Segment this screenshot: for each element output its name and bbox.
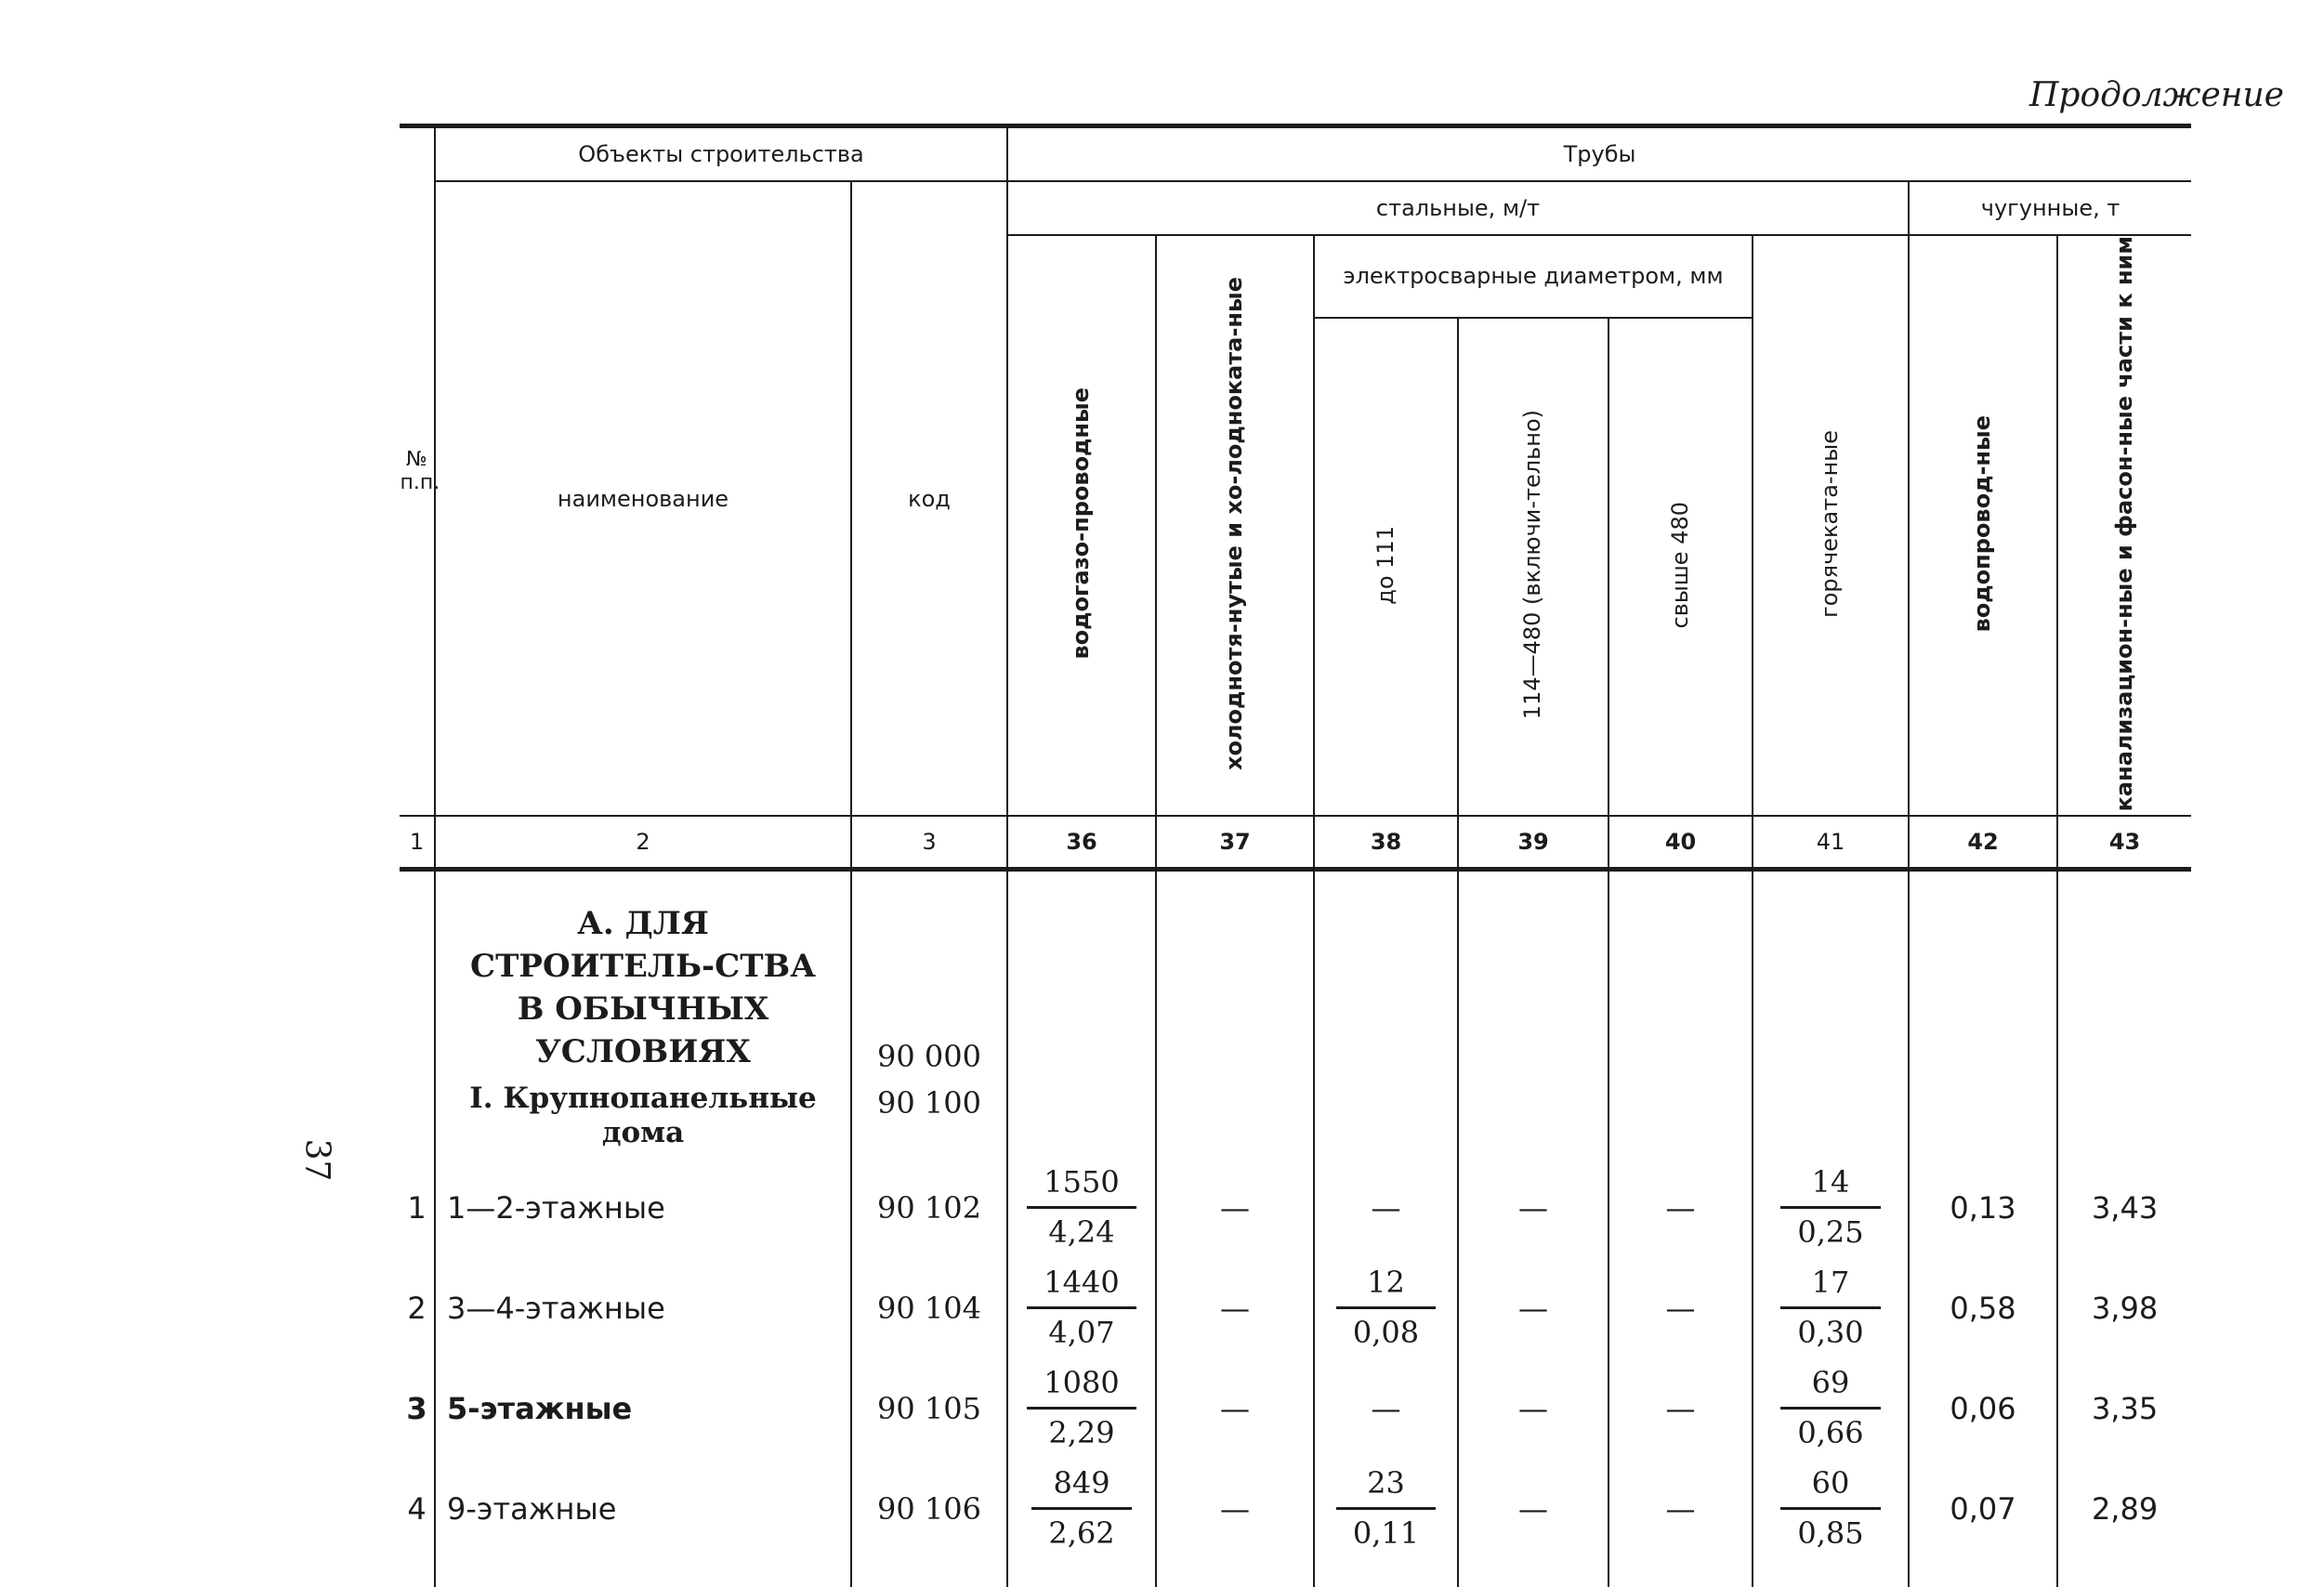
- value-fraction: $\frac{69}{0,66}$: [1780, 1363, 1880, 1453]
- header-col-38: до 111: [1314, 318, 1458, 817]
- subsection-title: I. Крупнопанельные дома: [469, 1081, 817, 1149]
- value-cell: 3,35: [2091, 1390, 2159, 1426]
- row-code: 90 102: [851, 1158, 1007, 1258]
- header-electro: электросварные диаметром, мм: [1314, 235, 1753, 318]
- header-col-39: 114—480 (включи-тельно): [1458, 318, 1608, 817]
- value-cell: 0,13: [1909, 1158, 2057, 1258]
- row-name: 3—4-этажные: [435, 1258, 851, 1358]
- page-number: 37: [297, 1138, 336, 1182]
- value-dash: —: [1156, 1459, 1314, 1559]
- header-row-number: № п.п.: [400, 126, 435, 817]
- column-number: 3: [851, 816, 1007, 870]
- value-fraction: $\frac{1440}{4,07}$: [1027, 1263, 1136, 1353]
- row-code: 90 105: [851, 1358, 1007, 1459]
- value-dash: —: [1156, 1258, 1314, 1358]
- value-cell: 0,07: [1909, 1459, 2057, 1559]
- header-code: код: [851, 181, 1007, 816]
- row-number: 1: [400, 1158, 435, 1258]
- column-number: 37: [1156, 816, 1314, 870]
- header-col-37: холоднотя-нутые и хо-лоднокатa-ные: [1156, 235, 1314, 816]
- column-number: 39: [1458, 816, 1608, 870]
- value-dash: —: [1608, 1459, 1753, 1559]
- value-dash: —: [1314, 1158, 1458, 1258]
- value-cell: 3,98: [2091, 1290, 2159, 1326]
- column-number: 36: [1007, 816, 1156, 870]
- column-number: 40: [1608, 816, 1753, 870]
- row-number: 4: [400, 1459, 435, 1559]
- section-code: 90 000: [851, 883, 1007, 1074]
- table-row: [400, 1258, 2191, 1358]
- column-number: 43: [2057, 816, 2191, 870]
- value-fraction: $\frac{14}{0,25}$: [1780, 1162, 1880, 1253]
- column-number: 1: [400, 816, 435, 870]
- value-cell: 2,89: [2091, 1490, 2159, 1527]
- value-dash: —: [1458, 1358, 1608, 1459]
- header-col-41: горячеката-ные: [1753, 235, 1909, 816]
- value-dash: —: [1608, 1258, 1753, 1358]
- row-code: 90 106: [851, 1459, 1007, 1559]
- value-cell: 3,43: [2091, 1189, 2159, 1226]
- value-dash: —: [1458, 1459, 1608, 1559]
- value-dash: —: [1608, 1358, 1753, 1459]
- header-name: наименование: [435, 181, 851, 816]
- header-pipes: Трубы: [1007, 126, 2191, 182]
- header-objects: Объекты строительства: [435, 126, 1007, 182]
- column-number: 38: [1314, 816, 1458, 870]
- value-fraction: $\frac{17}{0,30}$: [1780, 1263, 1880, 1353]
- value-dash: —: [1156, 1158, 1314, 1258]
- subsection-code: 90 100: [851, 1074, 1007, 1158]
- table-row: [400, 1358, 2191, 1459]
- section-row: [400, 883, 2191, 1074]
- value-dash: —: [1314, 1358, 1458, 1459]
- value-dash: —: [1156, 1358, 1314, 1459]
- value-cell: 0,58: [1909, 1258, 2057, 1358]
- value-fraction: $\frac{1550}{4,24}$: [1027, 1162, 1136, 1253]
- subsection-row: [400, 1074, 2191, 1158]
- continuation-label: Продолжение: [2029, 76, 2284, 114]
- header-col-40: свыше 480: [1608, 318, 1753, 817]
- row-code: 90 104: [851, 1258, 1007, 1358]
- pipes-table: [400, 124, 2191, 1587]
- header-cast-iron: чугунные, т: [1909, 181, 2191, 235]
- table-row: [400, 1158, 2191, 1258]
- column-numbers-row: [400, 816, 2191, 870]
- value-fraction: $\frac{23}{0,11}$: [1336, 1463, 1436, 1554]
- column-number: 41: [1753, 816, 1909, 870]
- header-steel: стальные, м/т: [1007, 181, 1909, 235]
- value-cell: 0,06: [1909, 1358, 2057, 1459]
- value-fraction: $\frac{12}{0,08}$: [1336, 1263, 1436, 1353]
- value-fraction: $\frac{1080}{2,29}$: [1027, 1363, 1136, 1453]
- header-col-36: водогазо-проводные: [1007, 235, 1156, 816]
- section-title: А. ДЛЯ СТРОИТЕЛЬ-СТВА В ОБЫЧНЫХ УСЛОВИЯХ: [470, 905, 816, 1071]
- header-col-42: водопровод-ные: [1909, 235, 2057, 816]
- row-number: 3: [400, 1358, 435, 1459]
- column-number: 2: [435, 816, 851, 870]
- value-dash: —: [1608, 1158, 1753, 1258]
- row-name: 1—2-этажные: [435, 1158, 851, 1258]
- row-number: 2: [400, 1258, 435, 1358]
- column-number: 42: [1909, 816, 2057, 870]
- row-name: 5-этажные: [435, 1358, 851, 1459]
- value-fraction: $\frac{849}{2,62}$: [1031, 1463, 1131, 1554]
- value-fraction: $\frac{60}{0,85}$: [1780, 1463, 1880, 1554]
- value-dash: —: [1458, 1158, 1608, 1258]
- header-col-43: канализацион-ные и фасон-ные части к ним: [2057, 235, 2191, 816]
- row-name: 9-этажные: [435, 1459, 851, 1559]
- value-dash: —: [1458, 1258, 1608, 1358]
